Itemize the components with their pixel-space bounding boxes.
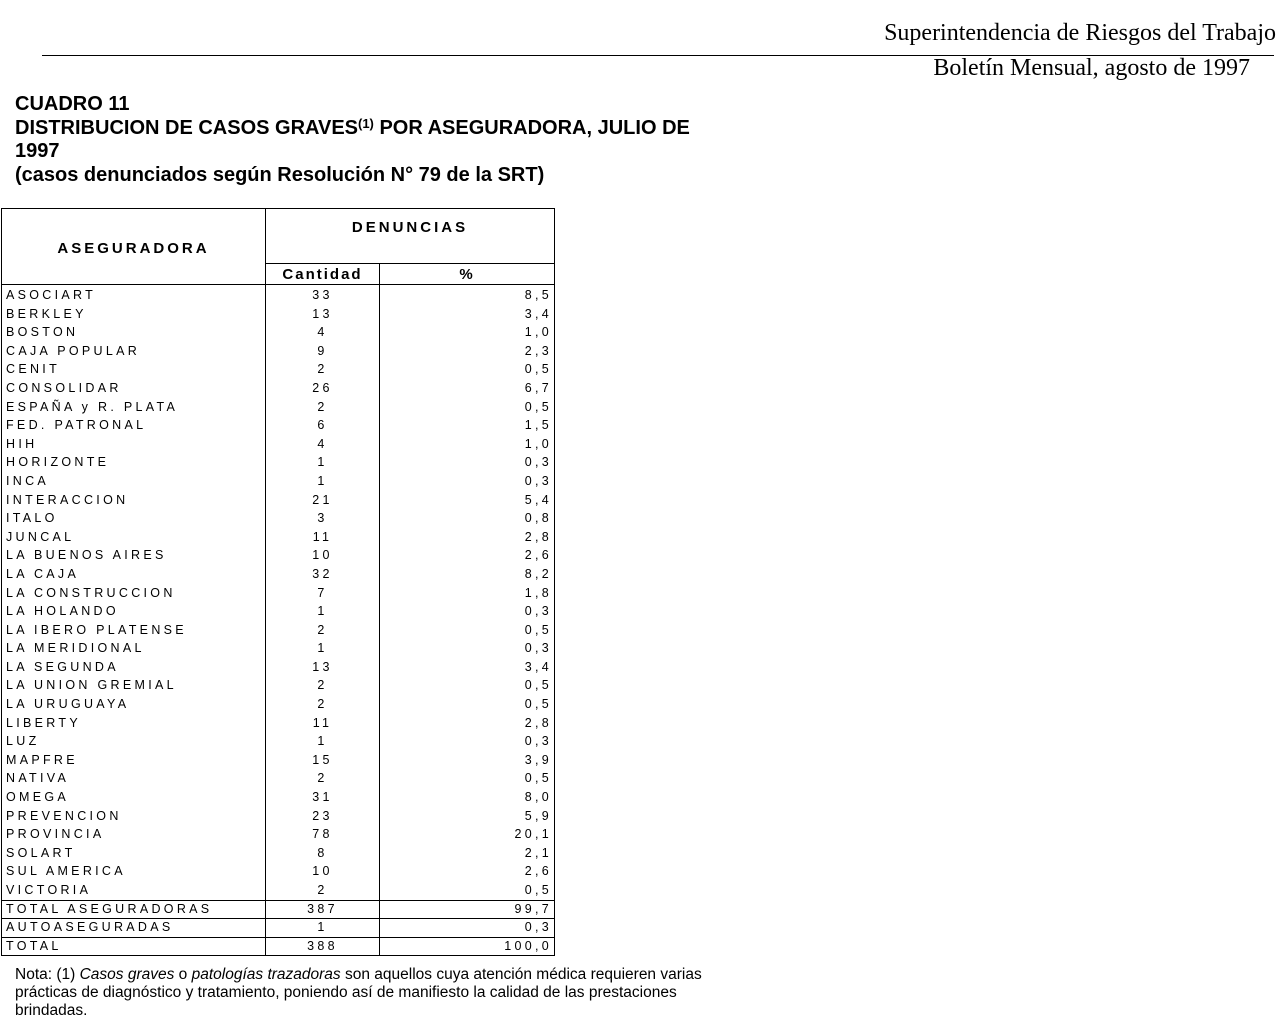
table-row (2, 807, 555, 826)
percent-cell: 0,5 (380, 676, 555, 695)
table-row (2, 453, 555, 472)
table-row (2, 714, 555, 733)
cantidad-cell: 32 (266, 565, 380, 584)
aseguradora-cell: LA BUENOS AIRES (2, 546, 266, 565)
cantidad-cell: 1 (266, 732, 380, 751)
cantidad-cell: 31 (266, 788, 380, 807)
percent-cell: 5,4 (380, 491, 555, 510)
cantidad-cell: 388 (266, 937, 380, 956)
aseguradora-cell: PROVINCIA (2, 825, 266, 844)
cantidad-cell: 13 (266, 305, 380, 324)
aseguradora-cell: LA UNION GREMIAL (2, 676, 266, 695)
header-cantidad: Cantidad (266, 264, 380, 285)
cantidad-cell: 2 (266, 360, 380, 379)
aseguradora-cell: NATIVA (2, 769, 266, 788)
percent-cell: 0,5 (380, 769, 555, 788)
aseguradora-cell: LA MERIDIONAL (2, 639, 266, 658)
percent-cell: 2,6 (380, 862, 555, 881)
percent-cell: 8,2 (380, 565, 555, 584)
table-row (2, 881, 555, 900)
aseguradora-cell: ASOCIART (2, 285, 266, 305)
footnote-term-1: Casos graves (79, 966, 175, 983)
percent-cell: 0,5 (380, 881, 555, 900)
percent-cell: 100,0 (380, 937, 555, 956)
percent-cell: 0,5 (380, 360, 555, 379)
table-row (2, 491, 555, 510)
table-title-rest: POR ASEGURADORA, JULIO DE (373, 116, 690, 139)
aseguradora-cell: INTERACCION (2, 491, 266, 510)
aseguradora-cell: LUZ (2, 732, 266, 751)
percent-cell: 6,7 (380, 379, 555, 398)
aseguradora-cell: FED. PATRONAL (2, 416, 266, 435)
cantidad-cell: 11 (266, 528, 380, 547)
cantidad-cell: 1 (266, 919, 380, 938)
table-row (2, 825, 555, 844)
header-percent: % (380, 264, 555, 285)
table-row (2, 305, 555, 324)
percent-cell: 99,7 (380, 900, 555, 919)
aseguradora-cell: BOSTON (2, 323, 266, 342)
table-row (2, 751, 555, 770)
percent-cell: 8,5 (380, 285, 555, 305)
table-row (2, 584, 555, 603)
percent-cell: 2,8 (380, 714, 555, 733)
aseguradora-cell: VICTORIA (2, 881, 266, 900)
table-body (2, 285, 555, 901)
aseguradora-cell: SOLART (2, 844, 266, 863)
table-row (2, 398, 555, 417)
aseguradora-cell: LA IBERO PLATENSE (2, 621, 266, 640)
percent-cell: 2,1 (380, 844, 555, 863)
percent-cell: 1,8 (380, 584, 555, 603)
table-row (2, 416, 555, 435)
footnote-prefix: Nota: (1) (15, 966, 80, 983)
table-row (2, 435, 555, 454)
percent-cell: 0,3 (380, 732, 555, 751)
percent-cell: 3,9 (380, 751, 555, 770)
percent-cell: 0,3 (380, 472, 555, 491)
aseguradora-cell: ITALO (2, 509, 266, 528)
cantidad-cell: 387 (266, 900, 380, 919)
aseguradora-cell: JUNCAL (2, 528, 266, 547)
cantidad-cell: 23 (266, 807, 380, 826)
percent-cell: 8,0 (380, 788, 555, 807)
percent-cell: 1,5 (380, 416, 555, 435)
cantidad-cell: 2 (266, 769, 380, 788)
table-row (2, 565, 555, 584)
cantidad-cell: 10 (266, 546, 380, 565)
cantidad-cell: 1 (266, 602, 380, 621)
cantidad-cell: 3 (266, 509, 380, 528)
cantidad-cell: 2 (266, 676, 380, 695)
footnote-term-2: patologías trazadoras (191, 966, 341, 983)
total-row (2, 937, 555, 956)
cantidad-cell: 33 (266, 285, 380, 305)
footnote-connector: o (174, 966, 192, 983)
table-row (2, 639, 555, 658)
footnote-text: son aquellos cuya atención médica requieren varias prácticas de diagnóstico y tratamiento, poniendo así de manifiesto la calidad de las prestaciones brindadas. (15, 966, 702, 1019)
table-row (2, 602, 555, 621)
aseguradora-cell: LA SEGUNDA (2, 658, 266, 677)
table-row (2, 472, 555, 491)
cantidad-cell: 4 (266, 435, 380, 454)
percent-cell: 3,4 (380, 305, 555, 324)
percent-cell: 0,3 (380, 639, 555, 658)
cantidad-cell: 11 (266, 714, 380, 733)
cantidad-cell: 4 (266, 323, 380, 342)
cuadro-number: CUADRO 11 (15, 93, 130, 115)
table-row (2, 695, 555, 714)
aseguradora-cell: LA CAJA (2, 565, 266, 584)
table-title-year: 1997 (15, 140, 60, 162)
cantidad-cell: 26 (266, 379, 380, 398)
cantidad-cell: 7 (266, 584, 380, 603)
cantidad-cell: 1 (266, 472, 380, 491)
cantidad-cell: 78 (266, 825, 380, 844)
aseguradora-cell: TOTAL (2, 937, 266, 956)
aseguradora-cell: LA HOLANDO (2, 602, 266, 621)
percent-cell: 2,6 (380, 546, 555, 565)
percent-cell: 2,8 (380, 528, 555, 547)
aseguradora-cell: PREVENCION (2, 807, 266, 826)
aseguradora-cell: LA CONSTRUCCION (2, 584, 266, 603)
cantidad-cell: 15 (266, 751, 380, 770)
table-row (2, 323, 555, 342)
percent-cell: 0,3 (380, 919, 555, 938)
footnote (15, 966, 735, 1020)
percent-cell: 0,3 (380, 453, 555, 472)
table-row (2, 862, 555, 881)
percent-cell: 2,3 (380, 342, 555, 361)
aseguradora-cell: LA URUGUAYA (2, 695, 266, 714)
aseguradora-cell: LIBERTY (2, 714, 266, 733)
cantidad-cell: 2 (266, 398, 380, 417)
cantidad-cell: 10 (266, 862, 380, 881)
aseguradora-cell: BERKLEY (2, 305, 266, 324)
percent-cell: 0,5 (380, 398, 555, 417)
total-row (2, 900, 555, 919)
aseguradora-cell: CONSOLIDAR (2, 379, 266, 398)
table-row (2, 379, 555, 398)
table-title (15, 117, 855, 141)
percent-cell: 1,0 (380, 435, 555, 454)
table-row (2, 676, 555, 695)
aseguradora-cell: SUL AMERICA (2, 862, 266, 881)
aseguradora-cell: CAJA POPULAR (2, 342, 266, 361)
total-row (2, 919, 555, 938)
percent-cell: 1,0 (380, 323, 555, 342)
table-row (2, 546, 555, 565)
table-row (2, 844, 555, 863)
cantidad-cell: 2 (266, 621, 380, 640)
table-row (2, 528, 555, 547)
table-row (2, 769, 555, 788)
percent-cell: 0,5 (380, 621, 555, 640)
percent-cell: 0,8 (380, 509, 555, 528)
aseguradora-cell: MAPFRE (2, 751, 266, 770)
aseguradora-cell: HORIZONTE (2, 453, 266, 472)
table-totals (2, 900, 555, 956)
percent-cell: 5,9 (380, 807, 555, 826)
cantidad-cell: 9 (266, 342, 380, 361)
cantidad-cell: 1 (266, 453, 380, 472)
percent-cell: 3,4 (380, 658, 555, 677)
header-aseguradora: ASEGURADORA (2, 209, 266, 285)
percent-cell: 0,3 (380, 602, 555, 621)
table-row (2, 621, 555, 640)
table-title-block (15, 93, 855, 187)
cantidad-cell: 6 (266, 416, 380, 435)
aseguradora-cell: OMEGA (2, 788, 266, 807)
table-subtitle: (casos denunciados según Resolución N° 79 de la SRT) (15, 163, 545, 186)
aseguradora-cell: ESPAÑA y R. PLATA (2, 398, 266, 417)
percent-cell: 0,5 (380, 695, 555, 714)
footnote-ref: (1) (358, 115, 374, 131)
cantidad-cell: 21 (266, 491, 380, 510)
bulletin-name: Boletín Mensual, agosto de 1997 (933, 55, 1250, 81)
aseguradora-cell: AUTOASEGURADAS (2, 919, 266, 938)
percent-cell: 20,1 (380, 825, 555, 844)
cantidad-cell: 13 (266, 658, 380, 677)
table-title-main: DISTRIBUCION DE CASOS GRAVES (15, 116, 358, 139)
aseguradora-cell: TOTAL ASEGURADORAS (2, 900, 266, 919)
cantidad-cell: 2 (266, 695, 380, 714)
table-row (2, 509, 555, 528)
aseguradora-cell: INCA (2, 472, 266, 491)
cantidad-cell: 8 (266, 844, 380, 863)
table-row (2, 788, 555, 807)
organization-name: Superintendencia de Riesgos del Trabajo (884, 20, 1276, 46)
cantidad-cell: 2 (266, 881, 380, 900)
cases-table (1, 208, 555, 956)
table-row (2, 658, 555, 677)
aseguradora-cell: HIH (2, 435, 266, 454)
table-row (2, 285, 555, 305)
header-denuncias: DENUNCIAS (266, 209, 555, 264)
aseguradora-cell: CENIT (2, 360, 266, 379)
table-row (2, 342, 555, 361)
cantidad-cell: 1 (266, 639, 380, 658)
table-row (2, 360, 555, 379)
table-row (2, 732, 555, 751)
